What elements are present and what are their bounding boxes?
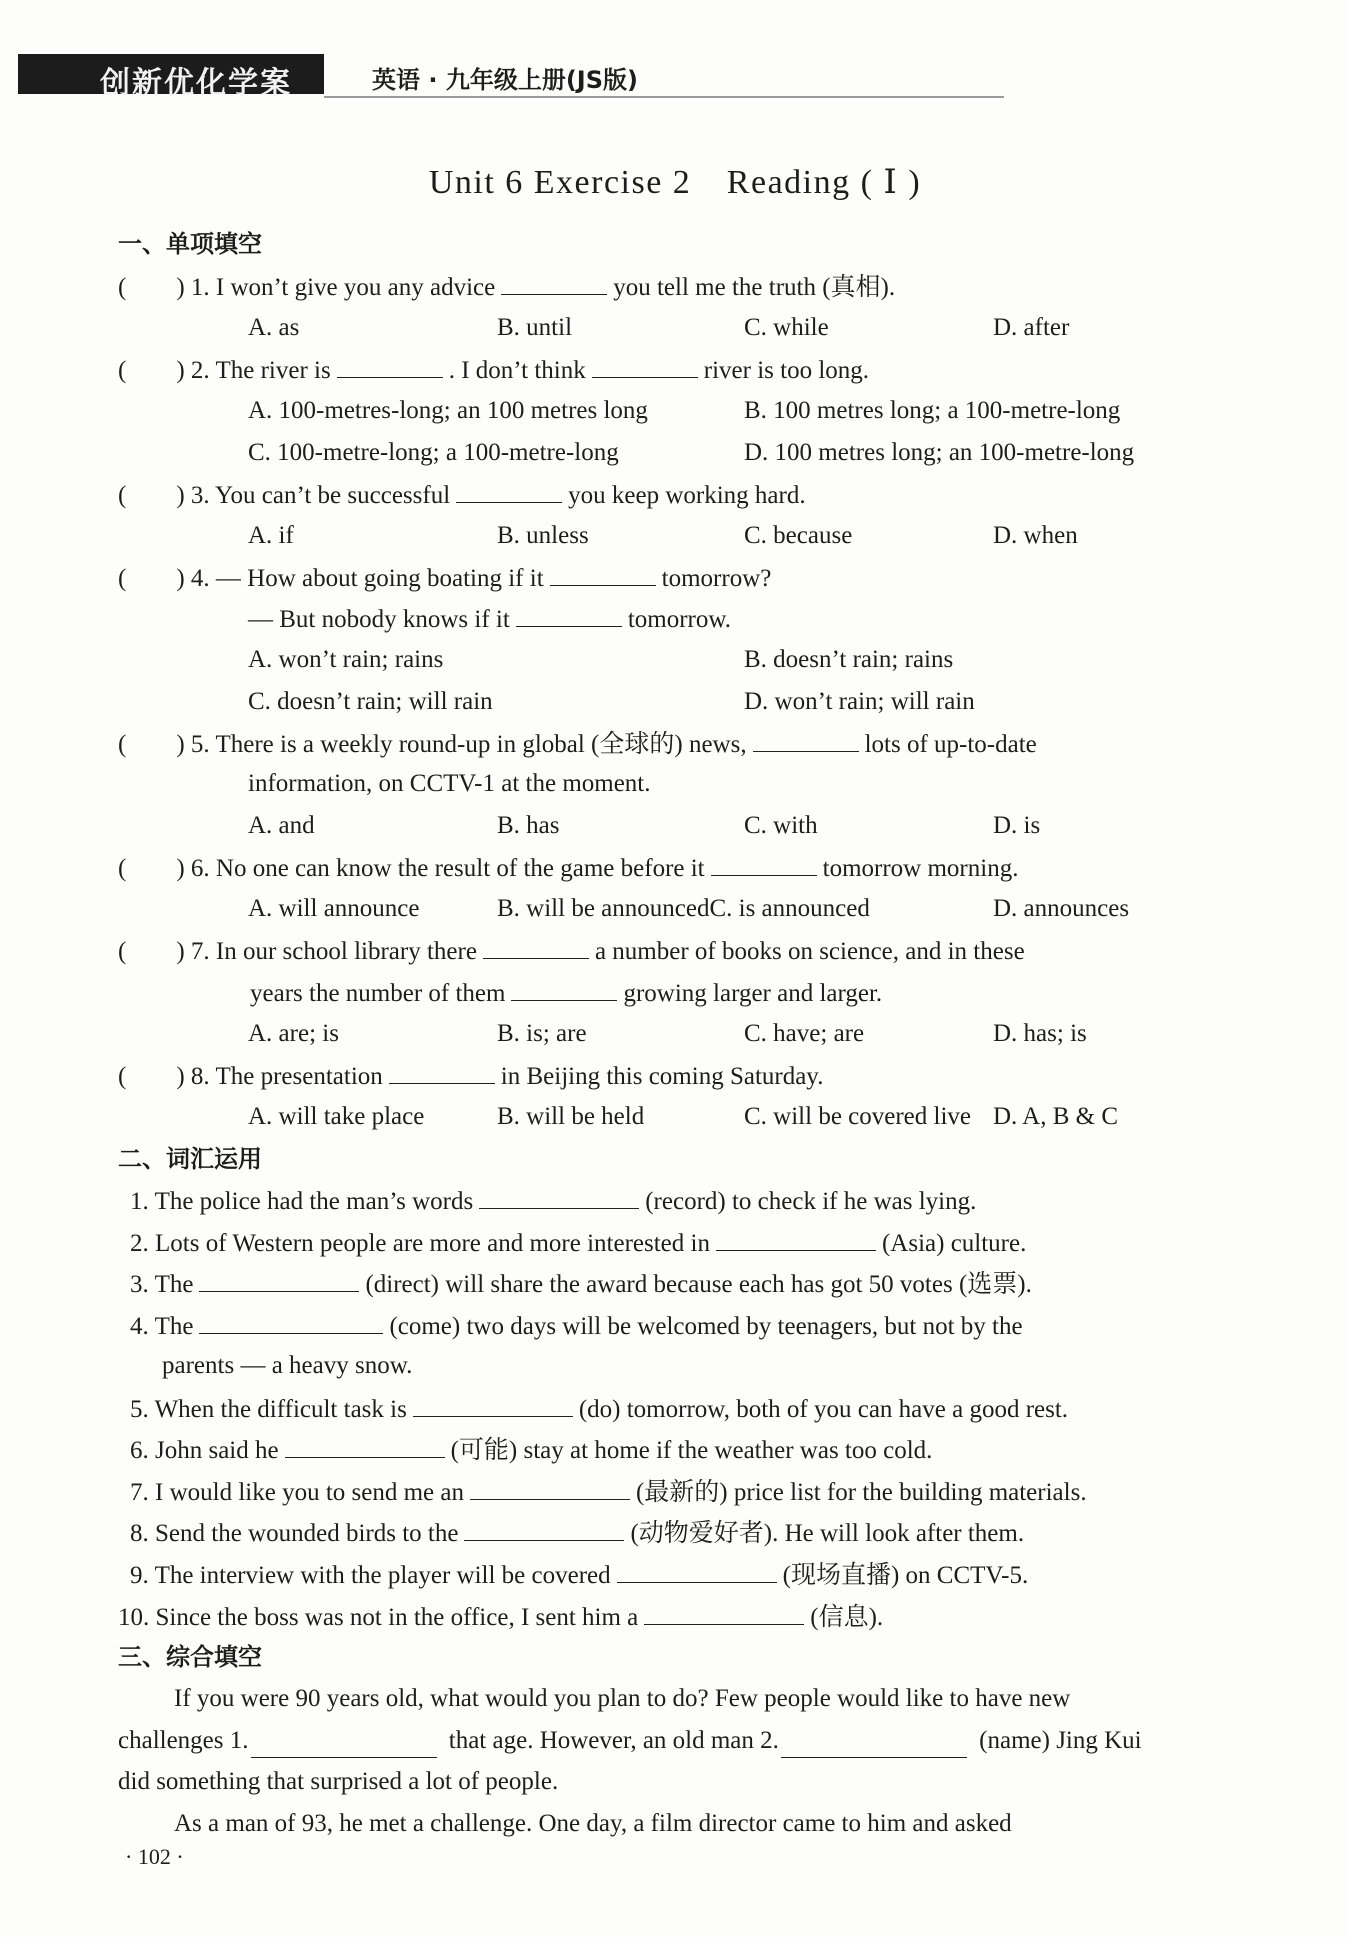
answer-paren[interactable]: ( ) xyxy=(118,731,185,758)
passage-line xyxy=(118,1725,1142,1758)
question-8 xyxy=(118,1059,823,1093)
question-text: No one can know the result of the game before it xyxy=(215,855,705,882)
answer-blank[interactable] xyxy=(413,1392,573,1417)
answer-blank[interactable] xyxy=(456,478,562,503)
question-text: The river is xyxy=(215,357,331,384)
answer-blank[interactable] xyxy=(470,1475,630,1500)
option-d: D. won’t rain; will rain xyxy=(744,688,975,715)
page-number: · 102 · xyxy=(125,1844,184,1869)
question-7-line2 xyxy=(250,976,882,1010)
blank-number: 1. xyxy=(229,1727,249,1754)
question-text: a number of books on science, and in these xyxy=(594,938,1025,965)
item-text: When the difficult task is xyxy=(154,1396,407,1423)
question-5 xyxy=(118,727,1037,761)
question-text: tomorrow morning. xyxy=(822,855,1019,882)
question-text: — But nobody knows if it xyxy=(248,606,510,633)
option-d: D. announces xyxy=(993,895,1130,922)
passage-line: If you were 90 years old, what would you plan to do? Few people would like to have new xyxy=(174,1685,1071,1712)
answer-blank[interactable] xyxy=(617,1558,777,1583)
vocab-item xyxy=(130,1392,1068,1426)
question-number: 5. xyxy=(190,731,210,758)
question-number: 3. xyxy=(190,482,210,509)
option-b: B. 100 metres long; a 100-metre-long xyxy=(744,397,1121,424)
vocab-item-4-line2: parents — a heavy snow. xyxy=(162,1352,413,1379)
blank-number: 2. xyxy=(760,1727,779,1754)
answer-paren[interactable]: ( ) xyxy=(118,938,185,965)
section2-heading: 二、词汇运用 xyxy=(118,1145,262,1173)
vocab-item xyxy=(118,1600,883,1634)
item-text: (do) tomorrow, both of you can have a good rest. xyxy=(578,1396,1069,1423)
question-text: There is a weekly round-up in global (全球的) news, xyxy=(215,731,747,758)
option-d: D. when xyxy=(993,522,1078,549)
option-d: D. has; is xyxy=(993,1020,1087,1047)
vocab-item xyxy=(130,1267,1032,1301)
answer-blank[interactable] xyxy=(753,727,859,752)
question-7 xyxy=(118,934,1025,968)
item-text: The xyxy=(154,1313,194,1340)
section1-heading: 一、单项填空 xyxy=(118,230,262,258)
question-1 xyxy=(118,270,895,304)
answer-blank[interactable] xyxy=(479,1184,639,1209)
question-number: 1. xyxy=(190,274,210,301)
item-text: John said he xyxy=(155,1437,279,1464)
question-number: 2. xyxy=(190,357,210,384)
item-number: 9. xyxy=(130,1562,149,1589)
option-c: C. 100-metre-long; a 100-metre-long xyxy=(248,439,619,466)
question-text: tomorrow. xyxy=(627,606,732,633)
option-a: A. will take place xyxy=(248,1103,425,1130)
item-number: 4. xyxy=(130,1313,149,1340)
answer-blank-2[interactable] xyxy=(781,1725,967,1758)
answer-blank[interactable] xyxy=(511,976,617,1001)
item-number: 6. xyxy=(130,1437,149,1464)
option-a: A. and xyxy=(248,812,315,839)
option-a: A. if xyxy=(248,522,294,549)
answer-paren[interactable]: ( ) xyxy=(118,565,185,592)
item-text: (record) to check if he was lying. xyxy=(645,1188,977,1215)
question-3 xyxy=(118,478,806,512)
question-text: I won’t give you any advice xyxy=(215,274,496,301)
option-d: D. 100 metres long; an 100-metre-long xyxy=(744,439,1135,466)
item-number: 1. xyxy=(130,1188,149,1215)
question-text: you keep working hard. xyxy=(568,482,806,509)
option-b: B. doesn’t rain; rains xyxy=(744,646,954,673)
answer-paren[interactable]: ( ) xyxy=(118,1063,185,1090)
question-4 xyxy=(118,561,771,595)
answer-blank[interactable] xyxy=(199,1309,383,1334)
item-number: 7. xyxy=(130,1479,149,1506)
option-b: B. is; are xyxy=(497,1020,587,1047)
answer-paren[interactable]: ( ) xyxy=(118,357,185,384)
vocab-item xyxy=(130,1558,1028,1592)
answer-blank[interactable] xyxy=(501,270,607,295)
question-text: river is too long. xyxy=(703,357,870,384)
item-number: 2. xyxy=(130,1230,149,1257)
question-text: growing larger and larger. xyxy=(623,980,883,1007)
item-text: (最新的) price list for the building materials. xyxy=(635,1479,1087,1506)
item-text: (Asia) culture. xyxy=(881,1230,1027,1257)
item-text: Send the wounded birds to the xyxy=(155,1520,459,1547)
passage-text: (name) Jing Kui xyxy=(979,1727,1142,1754)
question-number: 7. xyxy=(190,938,210,965)
header-rule xyxy=(324,96,1004,98)
item-text: (come) two days will be welcomed by teenagers, but not by the xyxy=(389,1313,1023,1340)
vocab-item xyxy=(130,1475,1087,1509)
item-text: Since the boss was not in the office, I sent him a xyxy=(155,1604,639,1631)
question-5-line2: information, on CCTV-1 at the moment. xyxy=(248,770,651,797)
option-c: C. because xyxy=(744,522,853,549)
answer-blank[interactable] xyxy=(464,1516,624,1541)
vocab-item xyxy=(130,1226,1026,1260)
option-a: A. 100-metres-long; an 100 metres long xyxy=(248,397,648,424)
option-c: C. will be covered live xyxy=(744,1103,972,1130)
option-b: B. until xyxy=(497,314,573,341)
item-text: Lots of Western people are more and more interested in xyxy=(155,1230,710,1257)
answer-paren[interactable]: ( ) xyxy=(118,482,185,509)
passage-text: challenges xyxy=(118,1727,224,1754)
question-text: in Beijing this coming Saturday. xyxy=(500,1063,824,1090)
item-text: (动物爱好者). He will look after them. xyxy=(630,1520,1025,1547)
question-4-line2 xyxy=(248,602,731,636)
item-number: 3. xyxy=(130,1271,149,1298)
question-number: 8. xyxy=(190,1063,210,1090)
item-number: 5. xyxy=(130,1396,149,1423)
question-2 xyxy=(118,353,869,387)
answer-blank[interactable] xyxy=(550,561,656,586)
vocab-item xyxy=(130,1309,1023,1343)
item-text: (现场直播) on CCTV-5. xyxy=(782,1562,1029,1589)
answer-paren[interactable]: ( ) xyxy=(118,274,185,301)
vocab-item xyxy=(130,1184,976,1218)
item-text: (信息). xyxy=(810,1604,884,1631)
option-b: B. unless xyxy=(497,522,589,549)
option-b: B. has xyxy=(497,812,560,839)
header-brand: 创新优化学案 xyxy=(100,66,292,101)
option-c: C. doesn’t rain; will rain xyxy=(248,688,493,715)
item-text: The police had the man’s words xyxy=(154,1188,474,1215)
answer-blank[interactable] xyxy=(199,1267,359,1292)
answer-blank[interactable] xyxy=(516,602,622,627)
item-text: The interview with the player will be covered xyxy=(154,1562,611,1589)
question-6 xyxy=(118,851,1018,885)
item-text: (可能) stay at home if the weather was too cold. xyxy=(450,1437,933,1464)
answer-blank-1[interactable] xyxy=(251,1725,437,1758)
option-a: A. as xyxy=(248,314,300,341)
answer-blank[interactable] xyxy=(644,1600,804,1625)
option-c: C. have; are xyxy=(744,1020,865,1047)
passage-line: As a man of 93, he met a challenge. One day, a film director came to him and asked xyxy=(174,1810,1012,1837)
answer-blank[interactable] xyxy=(711,851,817,876)
answer-blank[interactable] xyxy=(592,353,698,378)
question-text: The presentation xyxy=(215,1063,383,1090)
item-text: I would like you to send me an xyxy=(155,1479,464,1506)
question-text: years the number of them xyxy=(250,980,506,1007)
question-number: 6. xyxy=(190,855,210,882)
vocab-item xyxy=(130,1433,932,1467)
section3-heading: 三、综合填空 xyxy=(118,1643,262,1671)
option-a: A. are; is xyxy=(248,1020,339,1047)
item-number: 8. xyxy=(130,1520,149,1547)
answer-blank[interactable] xyxy=(389,1059,495,1084)
question-text: . I don’t think xyxy=(448,357,586,384)
answer-blank[interactable] xyxy=(716,1226,876,1251)
header-book-title: 英语 · 九年级上册(JS版) xyxy=(372,66,638,94)
option-d: D. A, B & C xyxy=(993,1103,1119,1130)
option-d: D. after xyxy=(993,314,1070,341)
option-c: C. while xyxy=(744,314,829,341)
answer-paren[interactable]: ( ) xyxy=(118,855,185,882)
question-number: 4. xyxy=(190,565,210,592)
answer-blank[interactable] xyxy=(337,353,443,378)
vocab-item xyxy=(130,1516,1024,1550)
option-a: A. won’t rain; rains xyxy=(248,646,444,673)
question-text: you tell me the truth (真相). xyxy=(613,274,896,301)
option-a: A. will announce xyxy=(248,895,420,922)
item-text: (direct) will share the award because each has got 50 votes (选票). xyxy=(365,1271,1032,1298)
item-text: The xyxy=(154,1271,194,1298)
option-d: D. is xyxy=(993,812,1041,839)
answer-blank[interactable] xyxy=(285,1433,445,1458)
passage-text: that age. However, an old man xyxy=(448,1727,754,1754)
question-text: — How about going boating if it xyxy=(215,565,544,592)
option-b: B. will be held xyxy=(497,1103,645,1130)
option-b-c: B. will be announcedC. is announced xyxy=(497,895,870,922)
question-text: You can’t be successful xyxy=(214,482,451,509)
question-text: lots of up-to-date xyxy=(864,731,1037,758)
question-text: tomorrow? xyxy=(661,565,772,592)
question-text: In our school library there xyxy=(215,938,477,965)
item-number: 10. xyxy=(118,1604,150,1631)
answer-blank[interactable] xyxy=(483,934,589,959)
page-title: Unit 6 Exercise 2 Reading ( Ⅰ ) xyxy=(428,164,922,201)
option-c: C. with xyxy=(744,812,818,839)
passage-line: did something that surprised a lot of people. xyxy=(118,1768,559,1795)
